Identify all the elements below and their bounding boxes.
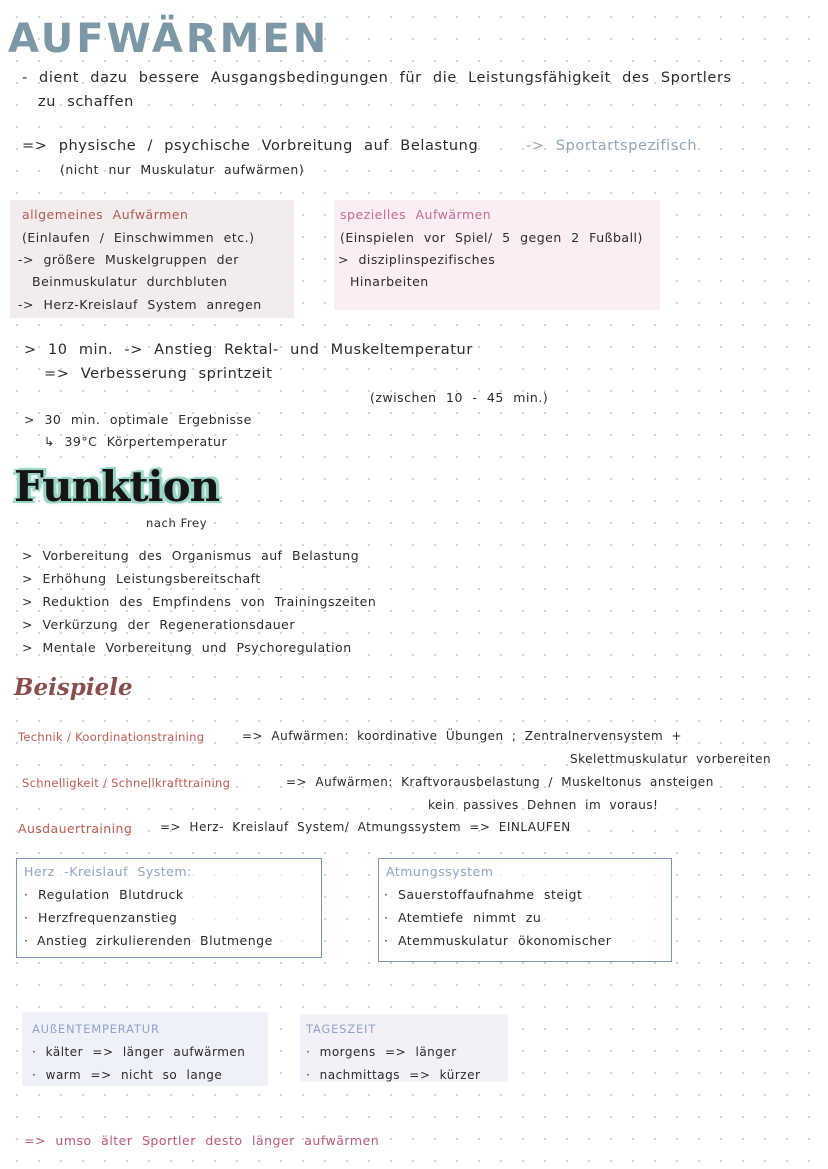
funktion-item-1: > Vorbereitung des Organismus auf Belastung [22, 548, 360, 563]
atmung-item-1: · Sauerstoffaufnahme steigt [384, 887, 583, 902]
spezielles-line-1: (Einspielen vor Spiel/ 5 gegen 2 Fußball) [340, 230, 643, 245]
timing-range: (zwischen 10 - 45 min.) [370, 390, 549, 405]
funktion-heading: Funktion [14, 462, 220, 511]
timing-line-3: > 30 min. optimale Ergebnisse [24, 412, 252, 427]
timing-line-1: > 10 min. -> Anstieg Rektal- und Muskeltemperatur [24, 342, 473, 358]
atmung-item-3: · Atemmuskulatur ökonomischer [384, 933, 612, 948]
intro-line-2: zu schaffen [38, 94, 134, 110]
herz-item-3: · Anstieg zirkulierenden Blutmenge [24, 933, 273, 948]
spezielles-line-2: > disziplinspezifisches [338, 252, 496, 267]
herz-item-2: · Herzfrequenzanstieg [24, 910, 178, 925]
atmung-item-2: · Atemtiefe nimmt zu [384, 910, 542, 925]
allgemeines-line-2: -> größere Muskelgruppen der [18, 252, 239, 267]
aussen-heading: AUßENTEMPERATUR [32, 1022, 160, 1036]
tages-heading: TAGESZEIT [306, 1022, 377, 1036]
schnell-label: Schnelligkeit / Schnellkrafttraining [22, 776, 231, 790]
spezielles-line-3: Hinarbeiten [350, 274, 429, 289]
page-title: AUFWÄRMEN [8, 16, 330, 62]
schnell-text: => Aufwärmen: Kraftvorausbelastung / Muskeltonus ansteigen [286, 775, 714, 789]
herz-item-1: · Regulation Blutdruck [24, 887, 184, 902]
beispiele-heading: Beispiele [14, 674, 133, 701]
allgemeines-heading: allgemeines Aufwärmen [22, 207, 189, 222]
allgemeines-line-3: Beinmuskulatur durchbluten [32, 274, 228, 289]
aussen-item-2: · warm => nicht so lange [32, 1068, 223, 1082]
atmung-heading: Atmungssystem [386, 864, 494, 879]
ausdauer-text: => Herz- Kreislauf System/ Atmungssystem => EINLAUFEN [160, 820, 571, 834]
intro-line-1: - dient dazu bessere Ausgangsbedingungen für die Leistungsfähigkeit des Sportlers [22, 70, 732, 86]
sport-specific-note: -> Sportartspezifisch [526, 138, 698, 154]
intro-arrow-line: => physische / psychische Vorbreitung auf Belastung [22, 138, 479, 154]
funktion-subtitle: nach Frey [146, 516, 208, 530]
technik-text: => Aufwärmen: koordinative Übungen ; Zentralnervensystem + [242, 729, 683, 743]
aussen-item-1: · kälter => länger aufwärmen [32, 1045, 246, 1059]
footer-note: => umso älter Sportler desto länger aufwärmen [24, 1133, 380, 1148]
herz-heading: Herz -Kreislauf System: [24, 864, 192, 879]
ausdauer-label: Ausdauertraining [18, 821, 133, 836]
timing-line-4: ↳ 39°C Körpertemperatur [44, 434, 228, 449]
tages-item-2: · nachmittags => kürzer [306, 1068, 481, 1082]
funktion-item-3: > Reduktion des Empfindens von Trainingszeiten [22, 594, 377, 609]
schnell-text-2: kein passives Dehnen im voraus! [428, 798, 659, 812]
funktion-item-4: > Verkürzung der Regenerationsdauer [22, 617, 295, 632]
technik-text-2: Skelettmuskulatur vorbereiten [570, 752, 772, 766]
technik-label: Technik / Koordinationstraining [18, 730, 205, 744]
allgemeines-line-1: (Einlaufen / Einschwimmen etc.) [22, 230, 255, 245]
spezielles-heading: spezielles Aufwärmen [340, 207, 492, 222]
timing-line-2: => Verbesserung sprintzeit [44, 366, 273, 382]
funktion-item-5: > Mentale Vorbereitung und Psychoregulation [22, 640, 352, 655]
tages-item-1: · morgens => länger [306, 1045, 457, 1059]
allgemeines-line-4: -> Herz-Kreislauf System anregen [18, 297, 262, 312]
funktion-item-2: > Erhöhung Leistungsbereitschaft [22, 571, 261, 586]
intro-paren-note: (nicht nur Muskulatur aufwärmen) [60, 162, 305, 177]
